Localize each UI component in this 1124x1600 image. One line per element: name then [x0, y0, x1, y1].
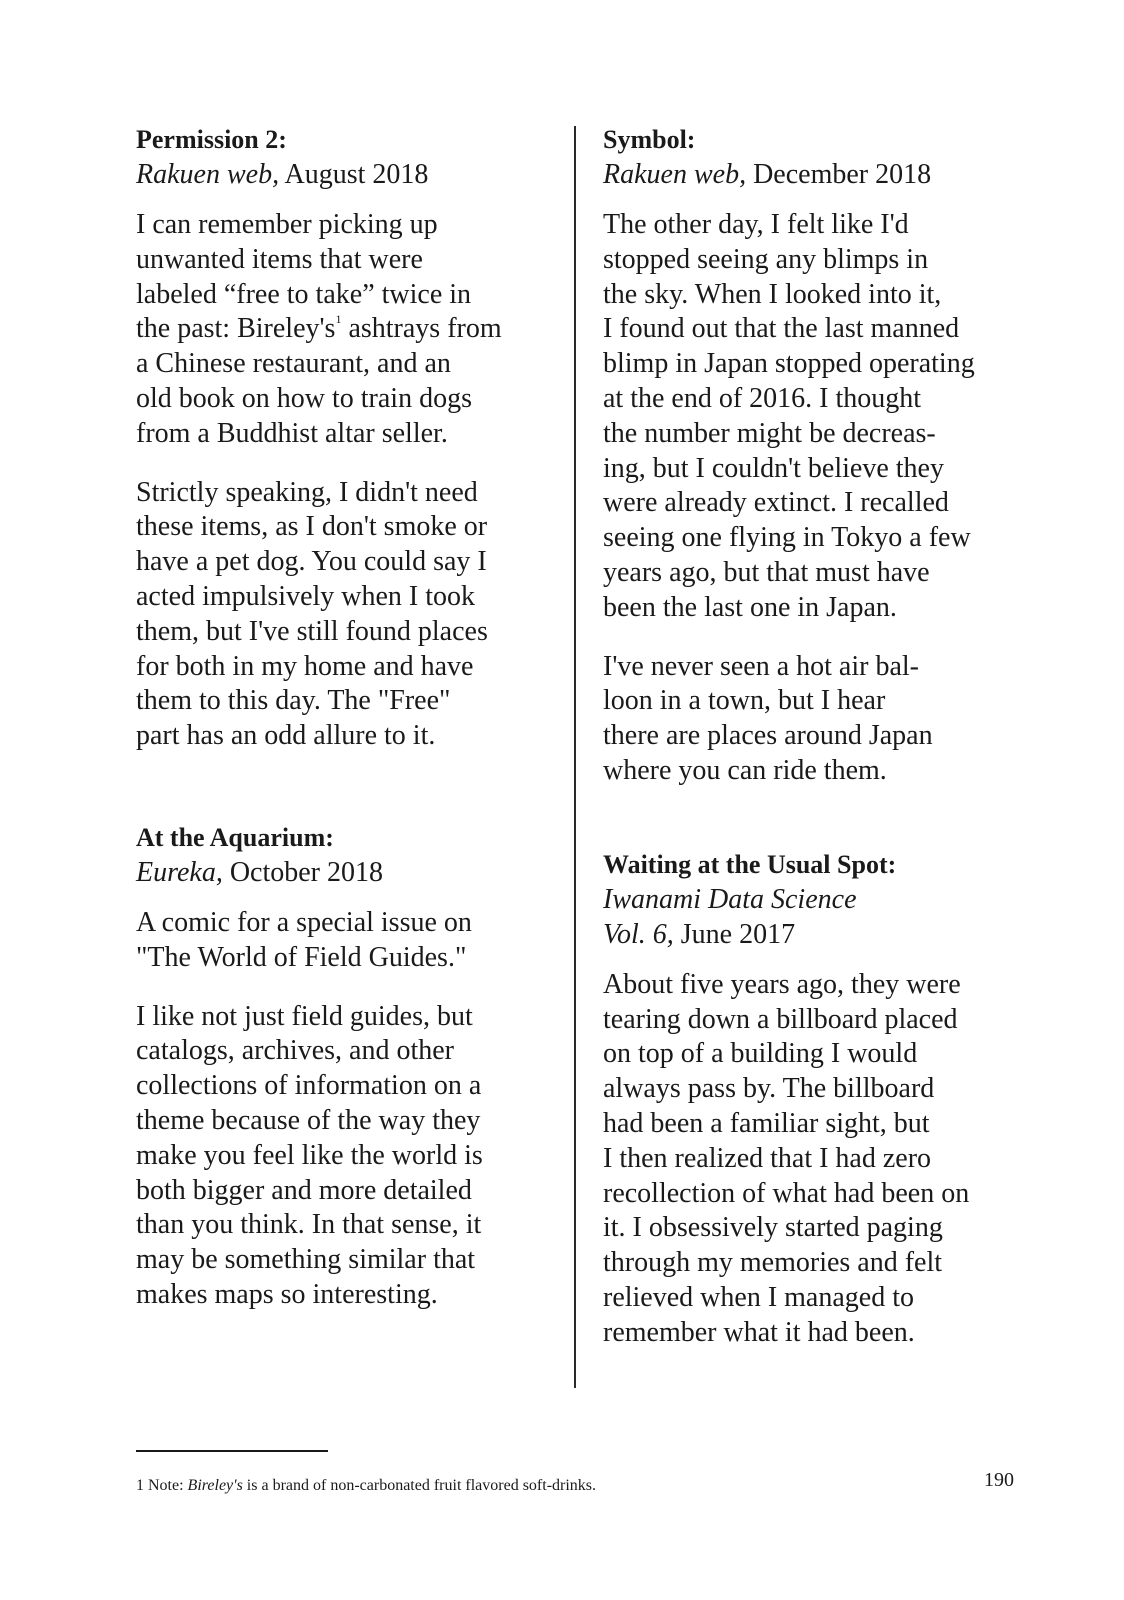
- footnote-rule: [136, 1450, 328, 1452]
- publication-date: October 2018: [222, 856, 384, 888]
- section-symbol: [603, 122, 1033, 789]
- publication-name: Rakuen web,: [603, 159, 747, 190]
- paragraph: I've never seen a hot air bal- loon in a town, but I hear there are places around Japan where you can ride them.: [603, 650, 933, 786]
- paragraph: [136, 208, 566, 452]
- paragraph: A comic for a special issue on "The World of Field Guides.": [136, 906, 472, 973]
- paragraph: I like not just field guides, but catalogs, archives, and other collections of information on a theme because of the way they make you feel like the world is both bigger and more detailed than you think. In that sense, it may be something similar that makes maps so interesting.: [136, 1000, 483, 1310]
- footnote-text: is a brand of non-carbonated fruit flavored soft-drinks.: [242, 1477, 597, 1494]
- section-title: Symbol:: [603, 125, 696, 154]
- paragraph-text: I can remember picking up unwanted items that were labeled “free to take” twice in the past: Bireley's: [136, 209, 472, 345]
- publication-date: August 2018: [279, 159, 429, 190]
- paragraph: About five years ago, they were tearing down a billboard placed on top of a building I would always pass by. The billboard had been a familiar sight, but I then realized that I had zero recollection of what had been on it. I obsessively started paging through my memories and felt relieved when I managed to remember what it had been.: [603, 968, 970, 1348]
- paragraph: Strictly speaking, I didn't need these items, as I don't smoke or have a pet dog. You could say I acted impulsively when I took them, but I've still found places for both in my home and have them to this day. The "Free" part has an odd allure to it.: [136, 476, 488, 752]
- publication-name: Iwanami Data Science: [603, 883, 857, 915]
- section-waiting-at-the-usual-spot: [603, 847, 1033, 1351]
- footnote: [136, 1476, 596, 1496]
- section-title: At the Aquarium:: [136, 822, 334, 852]
- section-title: Permission 2:: [136, 125, 287, 154]
- section-source-line-1: [603, 882, 1033, 917]
- page-number: 190: [984, 1469, 1014, 1491]
- right-column: [603, 122, 1033, 1375]
- publication-date: December 2018: [746, 159, 932, 190]
- left-column: [136, 122, 566, 1337]
- section-source: [603, 157, 1033, 192]
- section-title: Waiting at the Usual Spot:: [603, 849, 897, 879]
- publication-name: Eureka,: [136, 856, 223, 888]
- footnote-marker: 1: [335, 312, 342, 327]
- publication-volume: Vol. 6,: [603, 918, 674, 950]
- footnote-brand: Bireley's: [187, 1477, 243, 1494]
- section-source: [136, 157, 566, 192]
- section-source-line-2: [603, 917, 1033, 952]
- publication-name: Rakuen web,: [136, 159, 280, 190]
- footnote-prefix: 1 Note:: [136, 1477, 188, 1494]
- paragraph: The other day, I felt like I'd stopped seeing any blimps in the sky. When I looked into it, I found out that the last manned blimp in Japan stopped operating at the end of 2016. I thought the number might be decreas- ing, but I couldn't believe they were already extinct. I recalled seeing one flying in Tokyo a few years ago, but that must have been the last one in Japan.: [603, 209, 975, 623]
- section-permission-2: [136, 122, 566, 754]
- column-divider: [574, 126, 576, 1388]
- section-source: [136, 855, 566, 890]
- paragraph-text: ashtrays from a Chinese restaurant, and an old book on how to train dogs from a Buddhist altar seller.: [136, 313, 502, 449]
- section-at-the-aquarium: [136, 820, 566, 1313]
- publication-date: June 2017: [673, 918, 796, 950]
